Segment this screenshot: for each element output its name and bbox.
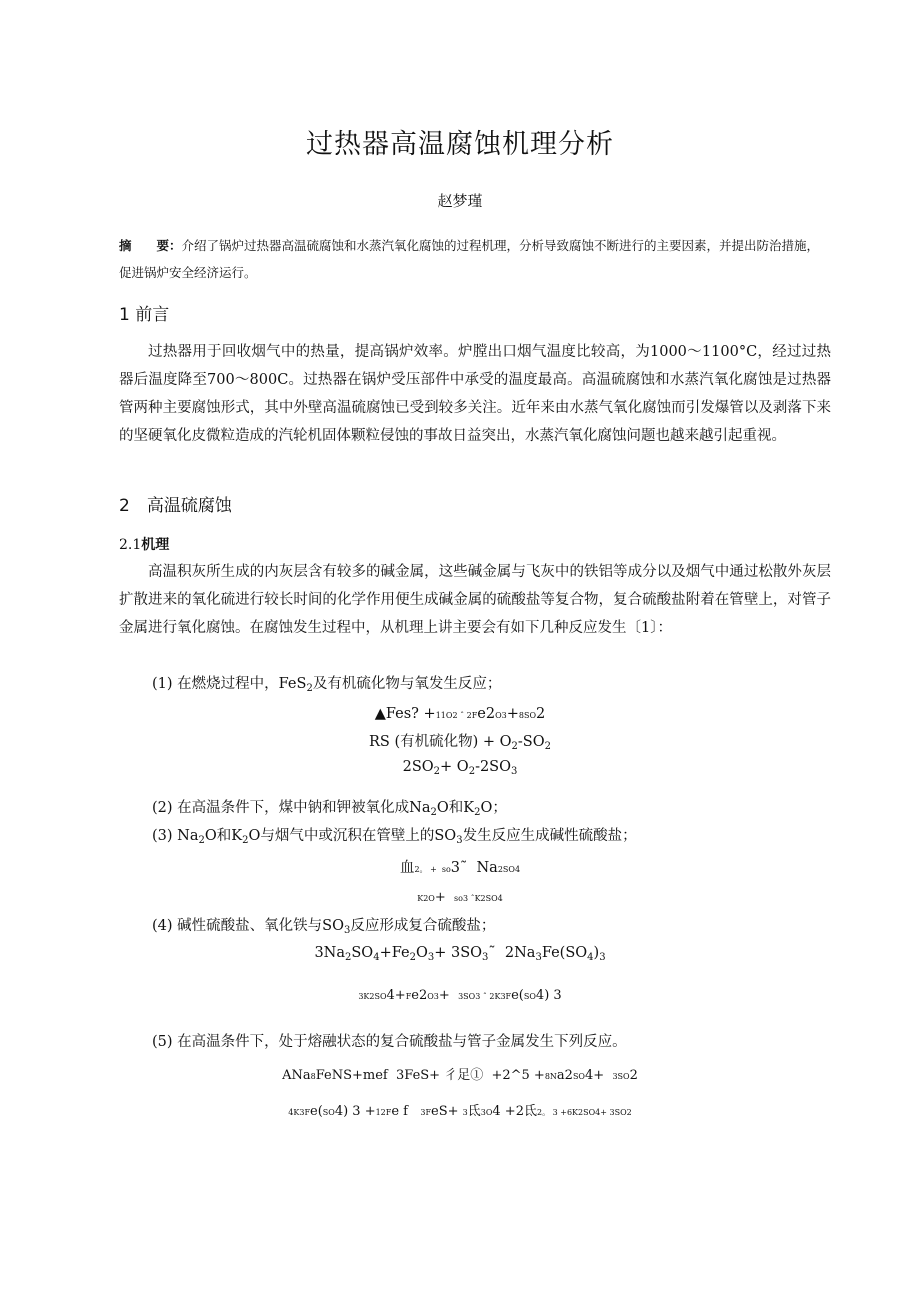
abstract [119, 232, 831, 286]
section-2-paragraph: 高温积灰所生成的内灰层含有较多的碱金属，这些碱金属与飞灰中的铁铝等成分以及烟气中通过松散外灰层扩散进来的氧化硫进行较长时间的化学作用便生成碱金属的硫酸盐等复合物，复合硫酸盐附着在管壁上，对管子金属进行氧化腐蚀。在腐蚀发生过程中，从机理上讲主要会有如下几种反应发生〔1〕： [119, 564, 831, 636]
item-text-end: 及有机硫化物与氧发生反应； [312, 676, 502, 692]
reaction-item-5: (5) 在高温条件下，处于熔融状态的复合硫酸盐与管子金属发生下列反应。 [152, 1034, 627, 1050]
section-1-paragraph: 过热器用于回收烟气中的热量，提高锅炉效率。炉膛出口烟气温度比较高，为1000～1100°C，经过过热器后温度降至700～800C。过热器在锅炉受压部件中承受的温度最高。高温硫腐蚀和水蒸汽氧化腐蚀是过热器管两种主要腐蚀形式，其中外壁高温硫腐蚀已受到较多关注。近年来由水蒸气氧化腐蚀而引发爆管以及剥落下来的坚硬氧化皮微粒造成的汽轮机固体颗粒侵蚀的事故日益突出，水蒸汽氧化腐蚀问题也越来越引起重视。 [119, 344, 831, 444]
reaction-item-1 [152, 670, 832, 698]
reaction-item-4: (4) 碱性硫酸盐、氧化铁与$SO_3$反应形成复合硫酸盐； [152, 918, 496, 936]
reaction-item-3: (3) $Na_2O$和$K_2O$与烟气中或沉积在管壁上的$SO_3$发生反应生成碱性硫酸盐； [152, 828, 637, 846]
subsection-2-1-heading [119, 534, 169, 554]
equation-5: K2O+ so3 ˆK2SO4 [417, 890, 503, 905]
equation-9: 4K3Fe(SO4) 3 +12Fe f 3FeS+ 3氐3O4 +2氐2。 3 +6K2SO4+ 3SO2 [288, 1104, 632, 1119]
page-title: 过热器高温腐蚀机理分析 [306, 129, 614, 160]
equation-7: 3K2SO4+Fe2O3+ 3SO3 ˆ 2K3Fe(SO4) 3 [358, 988, 562, 1003]
subsection-number: 2.1 [119, 537, 142, 553]
equation-6: $3Na_2SO_4+Fe_2O_3+$ $3SO_3˜$ $2Na_3Fe(SO_4)_3$ [314, 945, 606, 963]
section-1-heading: 1 前言 [119, 305, 170, 325]
equation-8: ANa8FeNS+mef 3FeS+ 彳足① +2^5 +8Na2SO4+ 3SO2 [282, 1068, 638, 1083]
equation-4: 血2。 + so3˜ Na2SO4 [399, 860, 521, 876]
item-subscript: 2 [306, 683, 313, 694]
item-text: 在燃烧过程中，FeS [177, 676, 307, 692]
equation-3: $2SO_2+ O_2-2SO_3$ [402, 759, 518, 777]
abstract-label: 摘 要： [119, 238, 182, 253]
section-2-heading: 2 高温硫腐蚀 [119, 496, 232, 516]
item-number: (1) [152, 676, 173, 692]
author-name: 赵梦瑾 [437, 192, 483, 210]
reaction-item-2: (2) 在高温条件下，煤中钠和钾被氧化成$Na_2O$和$K_2O$； [152, 800, 507, 818]
abstract-text: 介绍了锅炉过热器高温硫腐蚀和水蒸汽氧化腐蚀的过程机理，分析导致腐蚀不断进行的主要因素，并提出防治措施，促进锅炉安全经济运行。 [119, 238, 820, 280]
equation-2: RS (有机硫化物) + $O_2-SO_2$ [368, 734, 551, 752]
subsection-title: 机理 [141, 537, 170, 553]
equation-1: ▲Fes? +11O2 ˆ 2Fe2O3+8SO2 [374, 706, 546, 722]
